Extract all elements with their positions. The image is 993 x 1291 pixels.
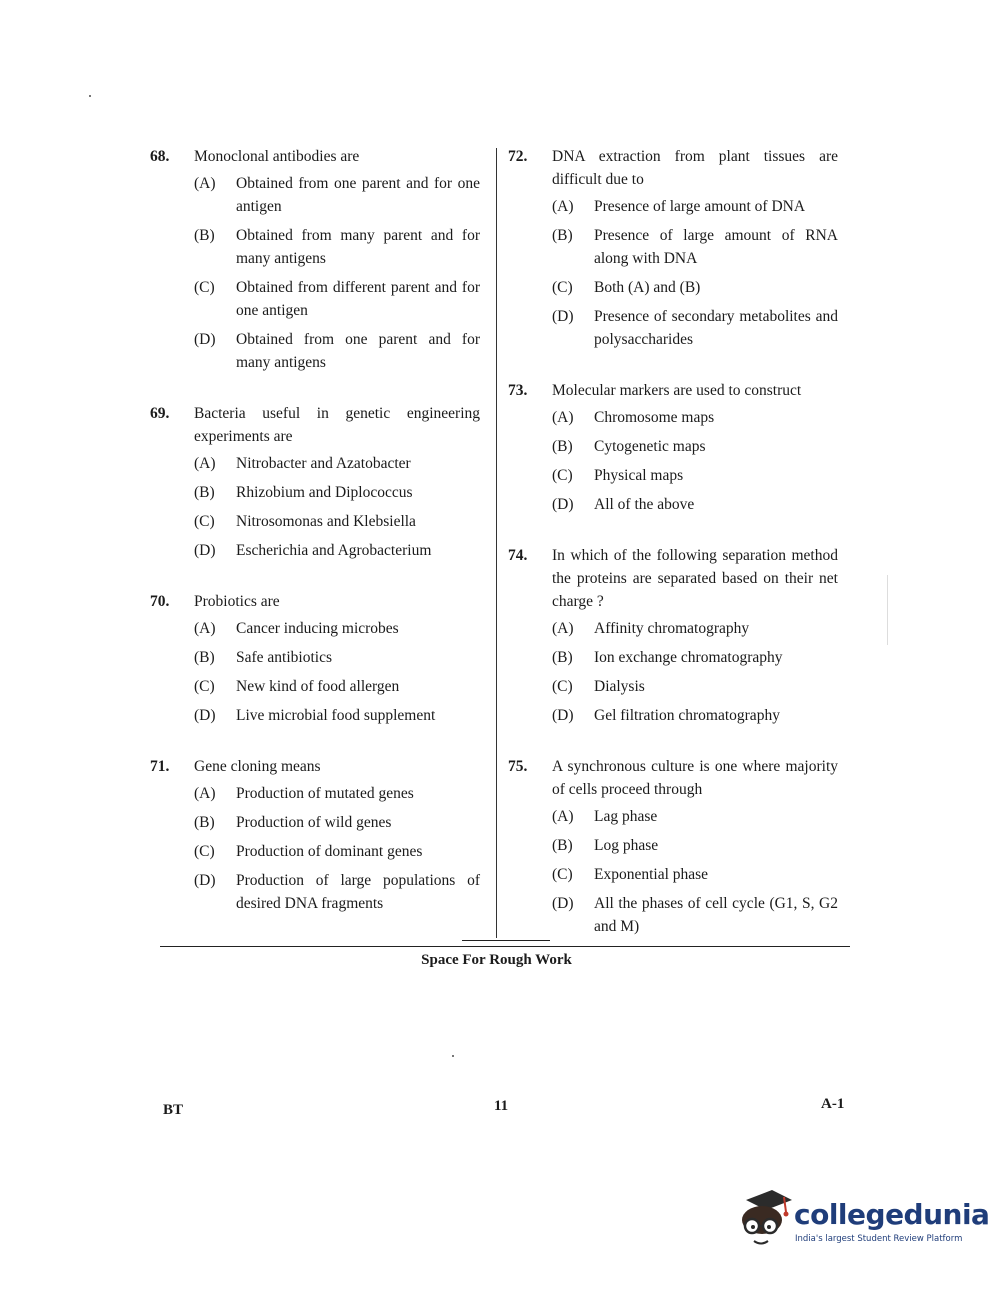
left-column — [150, 145, 480, 943]
question-text: Gene cloning means — [194, 758, 321, 775]
end-rule-short — [462, 940, 550, 941]
option-text: Presence of large amount of RNA along with DNA — [594, 227, 838, 267]
option-text: Nitrosomonas and Klebsiella — [236, 513, 416, 530]
option-item — [194, 452, 480, 475]
option-item — [552, 834, 838, 857]
end-rule-long — [160, 946, 850, 947]
option-item — [552, 863, 838, 886]
option-item — [552, 464, 838, 487]
option-item — [552, 195, 838, 218]
question-text: Monoclonal antibodies are — [194, 148, 360, 165]
scan-mark — [887, 575, 888, 645]
option-label: (A) — [194, 620, 216, 637]
option-label: (A) — [194, 785, 216, 802]
option-text: Cytogenetic maps — [594, 438, 706, 455]
option-text: Obtained from different parent and for one antigen — [236, 279, 480, 319]
option-label: (D) — [194, 542, 216, 559]
option-text: All of the above — [594, 496, 695, 513]
option-text: Cancer inducing microbes — [236, 620, 399, 637]
option-item — [194, 840, 480, 863]
option-label: (C) — [552, 467, 573, 484]
footer-subject-code: BT — [163, 1102, 184, 1118]
option-item — [194, 617, 480, 640]
option-text: Production of mutated genes — [236, 785, 414, 802]
brand-name: collegedunia — [794, 1198, 990, 1231]
question-73 — [508, 379, 838, 516]
option-label: (A) — [552, 808, 574, 825]
option-list — [194, 172, 480, 374]
option-item — [194, 481, 480, 504]
question-text: Bacteria useful in genetic engineering experiments are — [194, 405, 480, 445]
question-number: 68. — [150, 148, 170, 165]
option-label: (D) — [194, 331, 216, 348]
option-item — [194, 276, 480, 322]
column-divider — [496, 148, 497, 938]
question-number: 73. — [508, 382, 528, 399]
option-label: (C) — [194, 678, 215, 695]
option-item — [552, 406, 838, 429]
option-label: (B) — [552, 837, 573, 854]
option-item — [552, 493, 838, 516]
question-text: DNA extraction from plant tissues are difficult due to — [552, 148, 838, 188]
option-label: (A) — [552, 620, 574, 637]
option-label: (A) — [194, 455, 216, 472]
option-list — [194, 617, 480, 727]
option-text: All the phases of cell cycle (G1, S, G2 and M) — [594, 895, 838, 935]
option-item — [194, 539, 480, 562]
option-list — [552, 195, 838, 351]
option-text: Presence of secondary metabolites and polysaccharides — [594, 308, 838, 348]
option-text: Affinity chromatography — [594, 620, 750, 637]
option-label: (D) — [194, 707, 216, 724]
option-item — [552, 646, 838, 669]
option-text: Rhizobium and Diplococcus — [236, 484, 413, 501]
option-item — [194, 704, 480, 727]
question-number: 74. — [508, 547, 528, 564]
option-item — [194, 646, 480, 669]
question-number: 69. — [150, 405, 170, 422]
question-number: 72. — [508, 148, 528, 165]
option-text: Both (A) and (B) — [594, 279, 701, 296]
question-text: Probiotics are — [194, 593, 280, 610]
option-item — [194, 510, 480, 533]
option-label: (B) — [194, 484, 215, 501]
option-label: (B) — [194, 814, 215, 831]
option-label: (C) — [194, 843, 215, 860]
option-item — [552, 675, 838, 698]
question-number: 70. — [150, 593, 170, 610]
question-74 — [508, 544, 838, 727]
option-item — [552, 892, 838, 938]
option-label: (C) — [194, 279, 215, 296]
question-71 — [150, 755, 480, 915]
option-label: (B) — [552, 438, 573, 455]
option-text: Live microbial food supplement — [236, 707, 436, 724]
option-label: (D) — [552, 496, 574, 513]
option-text: Ion exchange chromatography — [594, 649, 783, 666]
option-list — [552, 805, 838, 938]
option-label: (D) — [194, 872, 216, 889]
option-label: (A) — [552, 409, 574, 426]
option-text: Exponential phase — [594, 866, 709, 883]
option-text: Obtained from one parent and for many antigens — [236, 331, 480, 371]
option-label: (C) — [552, 678, 573, 695]
option-item — [552, 617, 838, 640]
option-text: Log phase — [594, 837, 659, 854]
question-text: In which of the following separation method the proteins are separated based on their net charge ? — [552, 547, 838, 610]
option-text: Nitrobacter and Azatobacter — [236, 455, 411, 472]
option-label: (B) — [552, 649, 573, 666]
option-list — [552, 617, 838, 727]
option-item — [552, 704, 838, 727]
option-item — [194, 224, 480, 270]
option-text: Dialysis — [594, 678, 645, 695]
option-text: Presence of large amount of DNA — [594, 198, 806, 215]
option-item — [552, 224, 838, 270]
option-list — [194, 452, 480, 562]
option-label: (B) — [552, 227, 573, 244]
rough-work-label: Space For Rough Work — [421, 952, 572, 968]
option-item — [194, 172, 480, 218]
option-text: Escherichia and Agrobacterium — [236, 542, 432, 559]
option-text: Obtained from one parent and for one antigen — [236, 175, 480, 215]
question-68 — [150, 145, 480, 374]
option-label: (D) — [552, 895, 574, 912]
brand-tagline: India's largest Student Review Platform — [795, 1234, 963, 1244]
question-72 — [508, 145, 838, 351]
scan-speck — [89, 95, 91, 97]
option-text: Production of dominant genes — [236, 843, 423, 860]
option-text: Lag phase — [594, 808, 658, 825]
question-75 — [508, 755, 838, 938]
option-text: Chromosome maps — [594, 409, 715, 426]
option-item — [194, 811, 480, 834]
option-label: (A) — [552, 198, 574, 215]
option-text: Safe antibiotics — [236, 649, 332, 666]
question-text: Molecular markers are used to construct — [552, 382, 802, 399]
question-number: 75. — [508, 758, 528, 775]
option-label: (B) — [194, 649, 215, 666]
footer-page-number: 11 — [494, 1098, 509, 1114]
option-label: (A) — [194, 175, 216, 192]
option-item — [194, 675, 480, 698]
option-item — [552, 276, 838, 299]
option-item — [194, 782, 480, 805]
option-item — [552, 305, 838, 351]
question-70 — [150, 590, 480, 727]
option-label: (D) — [552, 308, 574, 325]
option-text: Physical maps — [594, 467, 684, 484]
question-69 — [150, 402, 480, 562]
option-text: Production of large populations of desired DNA fragments — [236, 872, 480, 912]
option-item — [194, 869, 480, 915]
option-item — [194, 328, 480, 374]
question-text: A synchronous culture is one where majority of cells proceed through — [552, 758, 838, 798]
option-label: (C) — [552, 866, 573, 883]
collegedunia-watermark — [732, 1186, 990, 1254]
footer-booklet-series: A-1 — [821, 1096, 845, 1112]
option-label: (C) — [194, 513, 215, 530]
option-list — [552, 406, 838, 516]
option-label: (B) — [194, 227, 215, 244]
option-text: Gel filtration chromatography — [594, 707, 780, 724]
option-text: Production of wild genes — [236, 814, 392, 831]
right-column — [508, 145, 838, 966]
question-number: 71. — [150, 758, 170, 775]
option-label: (D) — [552, 707, 574, 724]
option-list — [194, 782, 480, 915]
mascot-icon — [732, 1186, 794, 1254]
option-item — [552, 805, 838, 828]
scan-speck — [452, 1055, 454, 1057]
option-item — [552, 435, 838, 458]
option-label: (C) — [552, 279, 573, 296]
option-text: Obtained from many parent and for many antigens — [236, 227, 480, 267]
option-text: New kind of food allergen — [236, 678, 400, 695]
